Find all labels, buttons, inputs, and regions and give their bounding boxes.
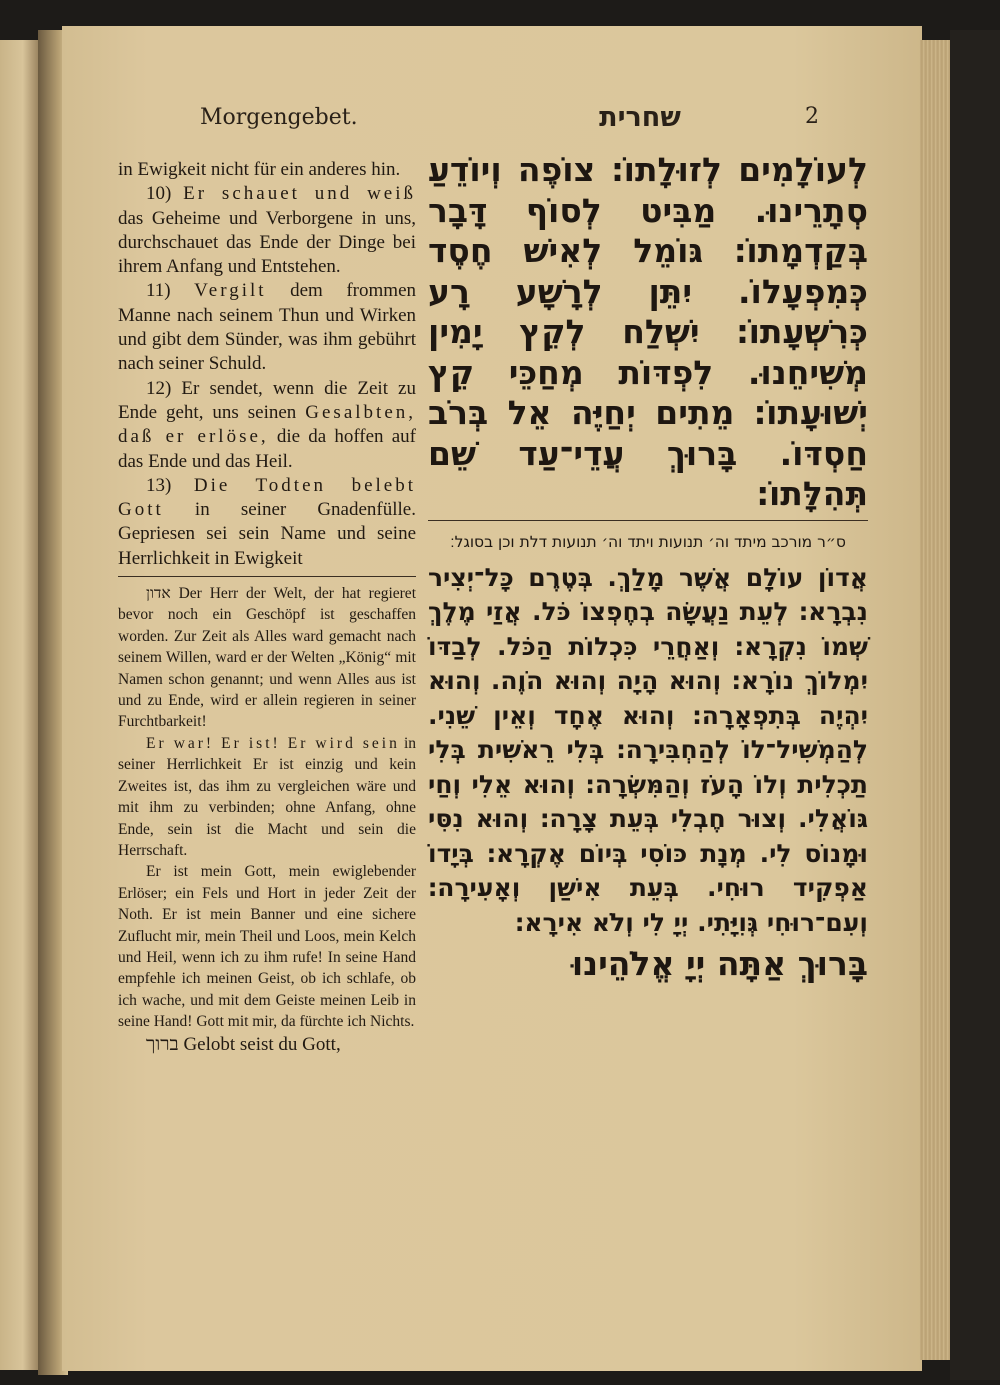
blessing-opening: בָּרוּךְ אַתָּה יְיָ אֱלֹהֵינוּ	[571, 944, 868, 983]
german-small-paragraph	[118, 733, 416, 861]
german-paragraph: ברוך Gelobt seist du Gott,	[146, 1033, 341, 1055]
german-text: 12) Er sendet, wenn die Zeit zu Ende geht, uns seinen	[118, 377, 416, 423]
emphasized-text: Er war! Er ist! Er wird sein	[146, 734, 400, 752]
yigdal-hymn-text: לְעוֹלָמִים לְזוּלָתוֹ׃ צוֹפֶה וְיוֹדֵעַ סְתָרֵינוּ. מַבִּיט לְסוֹף דָּבָר בְּקַדְמָתוֹ׃ גּוֹמֵל לְאִישׁ חֶסֶד כְּמִפְעָלוֹ. יִתֵּן לְרָשָׁע רָע כְּרִשְׁעָתוֹ׃ יִשְׁלַח לְקֵץ יָמִין מְשִׁיחֵנוּ. לִפְדּוֹת מְחַכֵּי קֵץ יְשׁוּעָתוֹ׃ מֵתִים יְחַיֶּה אֵל בְּרֹב חַסְדּוֹ. בָּרוּךְ עֲדֵי־עַד שֵׁם תְּהִלָּתוֹ׃	[428, 150, 868, 513]
german-text: die da hoffen auf das Ende und das Heil.	[118, 426, 416, 472]
german-text: dem frommen Manne nach seinem Thun und Wirken und gibt dem Sünder, was ihm gebührt nach seiner Schuld.	[118, 280, 416, 375]
emphasized-text: Die Todten belebt Gott	[118, 474, 416, 521]
german-paragraph	[118, 474, 416, 571]
article-number: 13)	[146, 474, 172, 496]
german-paragraph	[118, 377, 416, 474]
page-stack-edge	[920, 40, 950, 1360]
article-number: 11)	[146, 280, 171, 302]
emphasized-text: Vergilt	[194, 280, 267, 302]
section-divider	[428, 520, 868, 521]
section-divider	[118, 576, 416, 577]
german-text: in seiner Gnadenfülle. Gepriesen sei sein Name und seine Herrlichkeit in Ewigkeit	[118, 499, 416, 569]
emphasized-text: Er schauet und weiß	[183, 183, 417, 205]
german-translation-column	[118, 158, 416, 1057]
page-number: 2	[805, 104, 819, 129]
hebrew-text-column	[428, 150, 868, 984]
previous-page-edge	[0, 40, 38, 1370]
german-text: in seiner Herrlichkeit Er ist einzig und kein Zweites ist, das ihm zu vergleichen wäre und mit ihm zu verbinden; ohne Anfang, ohne Ende, sein ist die Macht und sein die Herrschaft.	[118, 734, 417, 859]
book-cover	[950, 30, 1000, 1380]
german-paragraph: in Ewigkeit nicht für ein anderes hin.	[118, 159, 401, 180]
hebrew-running-header: שחרית	[599, 102, 681, 133]
adon-olam-text: אֲדוֹן עוֹלָם אֲשֶׁר מָלַךְ. בְּטֶרֶם כָּל־יְצִיר נִבְרָא׃ לְעֵת נַעֲשָׂה בְחֶפְצוֹ כֹּל. אֲזַי מֶלֶךְ שְׁמוֹ נִקְרָא׃ וְאַחֲרֵי כִּכְלוֹת הַכֹּל. לְבַדּוֹ יִמְלוֹךְ נוֹרָא׃ וְהוּא הָיָה וְהוּא הֹוֶה. וְהוּא יִהְיֶה בְּתִפְאָרָה׃ וְהוּא אֶחָד וְאֵין שֵׁנִי. לְהַמְשִׁיל־לוֹ לְהַחְבִּירָה׃ בְּלִי רֵאשִׁית בְּלִי תַכְלִית וְלוֹ הָעֹז וְהַמִּשְׂרָה׃ וְהוּא אֵלִי וְחַי גּוֹאֲלִי. וְצוּר חֶבְלִי בְּעֵת צָרָה׃ וְהוּא נִסִּי וּמָנוֹס לִי. מְנָת כּוֹסִי בְּיוֹם אֶקְרָא׃ בְּיָדוֹ אַפְקִיד רוּחִי. בְּעֵת אִישַׁן וְאָעִירָה׃ וְעִם־רוּחִי גְּוִיָּתִי. יְיָ לִי וְלֹא אִירָא׃	[428, 562, 868, 937]
german-paragraph	[118, 182, 416, 279]
german-small-paragraph: Er ist mein Gott, mein ewiglebender Erlöser; ein Fels und Hort in jeder Zeit der Noth. Er ist mein Banner und eine sichere Zuflucht mir, mein Theil und Loos, mein Kelch und Heil, wenn ich zu ihm rufe! In seine Hand empfehle ich meinen Geist, ob ich schlafe, ob ich wache, und mit dem Geiste meinen Leib in seine Hand! Gott mit mir, da fürchte ich Nichts.	[118, 863, 416, 1031]
german-text: das Geheime und Verborgene in uns, durchschauet das Ende der Dinge bei ihrem Anfang und Entstehen.	[118, 207, 416, 278]
german-running-header: Morgengebet.	[200, 105, 358, 130]
german-small-paragraph: אדון Der Herr der Welt, der hat regieret bevor noch ein Geschöpf ist geschaffen worden. Zur Zeit als Alles ward gemacht nach seinem Willen, ward er der Welten „König“ mit Namen schon genannt; und wenn Alles aus ist und zu Ende, wird er allein regieren in seiner Furchtbarkeit!	[118, 585, 416, 731]
meter-note: ס״ר מורכב מיתד וה׳ תנועות ויתד וה׳ תנועות דלת וכן בסוגל׃	[450, 532, 846, 551]
german-paragraph	[118, 279, 416, 376]
emphasized-text: Gesalbten, daß er erlöse,	[118, 401, 417, 448]
article-number: 10)	[146, 183, 172, 205]
